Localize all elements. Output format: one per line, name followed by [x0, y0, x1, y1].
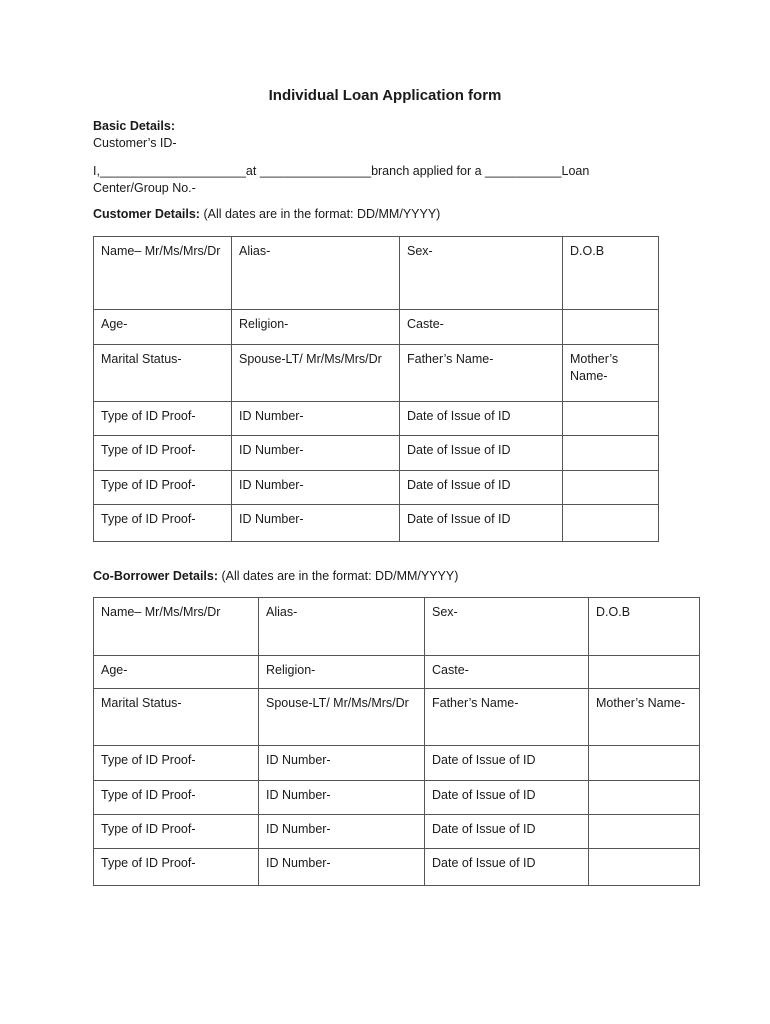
id-proof-type-cell[interactable]: Type of ID Proof- [94, 781, 259, 815]
marital-status-cell[interactable]: Marital Status- [94, 689, 259, 746]
page-title: Individual Loan Application form [268, 87, 502, 104]
table-row [94, 746, 700, 781]
name-cell[interactable]: Name– Mr/Ms/Mrs/Dr [94, 237, 232, 310]
mother-name-cell[interactable]: Mother’s Name- [589, 689, 700, 746]
id-issue-date-cell[interactable]: Date of Issue of ID [425, 746, 589, 781]
caste-cell[interactable]: Caste- [400, 310, 563, 345]
id-number-cell[interactable]: ID Number- [259, 781, 425, 815]
empty-cell[interactable] [589, 849, 700, 886]
sex-cell[interactable]: Sex- [425, 598, 589, 656]
mother-name-cell[interactable]: Mother’s Name- [563, 345, 659, 402]
table-row [94, 689, 700, 746]
id-number-cell[interactable]: ID Number- [259, 746, 425, 781]
father-name-cell[interactable]: Father’s Name- [425, 689, 589, 746]
id-number-cell[interactable]: ID Number- [259, 849, 425, 886]
table-row [94, 310, 659, 345]
empty-cell[interactable] [589, 656, 700, 689]
coborrower-heading-note: (All dates are in the format: DD/MM/YYYY) [218, 569, 459, 583]
father-name-cell[interactable]: Father’s Name- [400, 345, 563, 402]
center-group-line: Center/Group No.- [93, 181, 196, 195]
id-proof-type-cell[interactable]: Type of ID Proof- [94, 815, 259, 849]
alias-cell[interactable]: Alias- [259, 598, 425, 656]
table-row [94, 471, 659, 505]
applied-line: I,_____________________at ________________branch applied for a ___________Loan [93, 164, 590, 178]
id-issue-date-cell[interactable]: Date of Issue of ID [400, 505, 563, 542]
empty-cell[interactable] [563, 310, 659, 345]
id-issue-date-cell[interactable]: Date of Issue of ID [400, 471, 563, 505]
coborrower-details-heading [93, 568, 458, 585]
table-row [94, 598, 700, 656]
spouse-cell[interactable]: Spouse-LT/ Mr/Ms/Mrs/Dr [259, 689, 425, 746]
dob-cell[interactable]: D.O.B [563, 237, 659, 310]
marital-status-cell[interactable]: Marital Status- [94, 345, 232, 402]
religion-cell[interactable]: Religion- [232, 310, 400, 345]
id-number-cell[interactable]: ID Number- [232, 436, 400, 471]
id-issue-date-cell[interactable]: Date of Issue of ID [425, 781, 589, 815]
customer-id-label: Customer’s ID- [93, 136, 177, 150]
spouse-cell[interactable]: Spouse-LT/ Mr/Ms/Mrs/Dr [232, 345, 400, 402]
table-row [94, 345, 659, 402]
empty-cell[interactable] [589, 781, 700, 815]
id-number-cell[interactable]: ID Number- [232, 471, 400, 505]
caste-cell[interactable]: Caste- [425, 656, 589, 689]
empty-cell[interactable] [563, 402, 659, 436]
id-proof-type-cell[interactable]: Type of ID Proof- [94, 402, 232, 436]
dob-cell[interactable]: D.O.B [589, 598, 700, 656]
table-row [94, 781, 700, 815]
id-number-cell[interactable]: ID Number- [232, 505, 400, 542]
customer-details-heading [93, 206, 440, 223]
table-row [94, 656, 700, 689]
id-issue-date-cell[interactable]: Date of Issue of ID [425, 849, 589, 886]
table-row [94, 402, 659, 436]
basic-details-heading: Basic Details: [93, 119, 175, 133]
id-issue-date-cell[interactable]: Date of Issue of ID [400, 402, 563, 436]
customer-details-table [93, 236, 659, 542]
table-row [94, 237, 659, 310]
id-number-cell[interactable]: ID Number- [232, 402, 400, 436]
table-row [94, 436, 659, 471]
id-proof-type-cell[interactable]: Type of ID Proof- [94, 849, 259, 886]
customer-heading-bold: Customer Details: [93, 207, 200, 221]
sex-cell[interactable]: Sex- [400, 237, 563, 310]
id-proof-type-cell[interactable]: Type of ID Proof- [94, 436, 232, 471]
age-cell[interactable]: Age- [94, 310, 232, 345]
name-cell[interactable]: Name– Mr/Ms/Mrs/Dr [94, 598, 259, 656]
empty-cell[interactable] [589, 815, 700, 849]
id-proof-type-cell[interactable]: Type of ID Proof- [94, 471, 232, 505]
empty-cell[interactable] [563, 471, 659, 505]
customer-heading-note: (All dates are in the format: DD/MM/YYYY) [199, 207, 441, 221]
religion-cell[interactable]: Religion- [259, 656, 425, 689]
basic-details-section [93, 118, 177, 152]
id-proof-type-cell[interactable]: Type of ID Proof- [94, 746, 259, 781]
id-issue-date-cell[interactable]: Date of Issue of ID [425, 815, 589, 849]
empty-cell[interactable] [563, 436, 659, 471]
id-proof-type-cell[interactable]: Type of ID Proof- [94, 505, 232, 542]
alias-cell[interactable]: Alias- [232, 237, 400, 310]
table-row [94, 505, 659, 542]
table-row [94, 849, 700, 886]
id-issue-date-cell[interactable]: Date of Issue of ID [400, 436, 563, 471]
age-cell[interactable]: Age- [94, 656, 259, 689]
empty-cell[interactable] [563, 505, 659, 542]
application-statement [93, 163, 589, 197]
id-number-cell[interactable]: ID Number- [259, 815, 425, 849]
coborrower-heading-bold: Co-Borrower Details: [93, 569, 219, 583]
empty-cell[interactable] [589, 746, 700, 781]
table-row [94, 815, 700, 849]
coborrower-details-table [93, 597, 700, 886]
